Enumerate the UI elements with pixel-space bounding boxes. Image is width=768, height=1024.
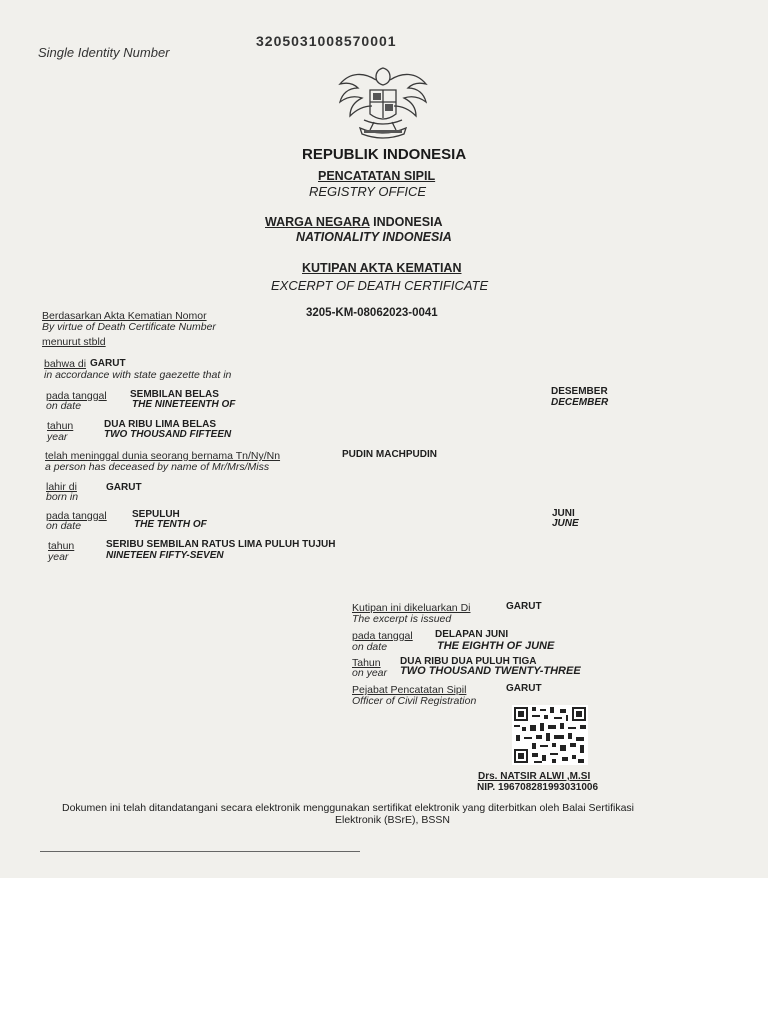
official-nip: NIP. 196708281993031006 bbox=[477, 782, 599, 793]
birth-month-id: JUNI bbox=[552, 508, 575, 519]
birth-place-label-id: lahir di bbox=[46, 481, 77, 493]
birth-day-en: THE TENTH OF bbox=[134, 519, 207, 530]
officer-label-en: Officer of Civil Registration bbox=[352, 695, 477, 707]
birth-place-label-en: born in bbox=[46, 491, 79, 503]
issued-date-label-id: pada tanggal bbox=[352, 630, 413, 642]
issued-year-label-id: Tahun bbox=[352, 657, 381, 669]
qr-code-icon bbox=[512, 705, 588, 765]
place-label-en: in accordance with state gaezette that in bbox=[44, 369, 232, 381]
birth-month-en: JUNE bbox=[552, 518, 579, 529]
death-year-label-en: year bbox=[47, 431, 68, 443]
basis-label-id: Berdasarkan Akta Kematian Nomor bbox=[42, 310, 207, 322]
esign-statement-line2: Elektronik (BSrE), BSSN bbox=[335, 814, 450, 826]
issued-label-en: The excerpt is issued bbox=[352, 613, 452, 625]
officer-place: GARUT bbox=[506, 683, 542, 694]
birth-year-label-en: year bbox=[48, 551, 69, 563]
issued-date-label-en: on date bbox=[352, 641, 388, 653]
officer-label-id: Pejabat Pencatatan Sipil bbox=[352, 684, 467, 696]
place-label-id: bahwa di bbox=[44, 358, 87, 370]
deceased-name: PUDIN MACHPUDIN bbox=[342, 449, 437, 460]
footer-divider bbox=[40, 851, 360, 852]
issued-date-id: DELAPAN JUNI bbox=[435, 629, 509, 640]
birth-year-label-id: tahun bbox=[48, 540, 75, 552]
birth-place-value: GARUT bbox=[106, 482, 142, 493]
deceased-label-id: telah meninggal dunia seorang bernama Tn/Ny/Nn bbox=[45, 450, 281, 462]
issued-place: GARUT bbox=[506, 601, 542, 612]
death-day-id: SEMBILAN BELAS bbox=[130, 389, 219, 400]
basis-label-en: By virtue of Death Certificate Number bbox=[42, 321, 216, 333]
issued-year-id: DUA RIBU DUA PULUH TIGA bbox=[400, 656, 537, 667]
birth-date-label-en: on date bbox=[46, 520, 82, 532]
doc-title-en: EXCERPT OF DEATH CERTIFICATE bbox=[271, 278, 489, 293]
death-date-label-en: on date bbox=[46, 400, 82, 412]
death-month-en: DECEMBER bbox=[551, 397, 609, 408]
doc-title-id: KUTIPAN AKTA KEMATIAN bbox=[302, 261, 462, 275]
garuda-emblem-icon bbox=[334, 62, 432, 144]
place-value: GARUT bbox=[90, 358, 126, 369]
birth-year-en: NINETEEN FIFTY-SEVEN bbox=[106, 550, 224, 561]
nationality-rest: INDONESIA bbox=[373, 215, 443, 229]
death-year-label-id: tahun bbox=[47, 420, 74, 432]
nationality-en: NATIONALITY INDONESIA bbox=[296, 230, 452, 244]
esign-statement-line1: Dokumen ini telah ditandatangani secara elektronik menggunakan sertifikat elektronik yang diterbitkan oleh Balai Sertifikasi bbox=[62, 802, 634, 814]
birth-day-id: SEPULUH bbox=[132, 509, 180, 520]
office-title-en: REGISTRY OFFICE bbox=[309, 184, 427, 199]
birth-year-id: SERIBU SEMBILAN RATUS LIMA PULUH TUJUH bbox=[106, 539, 336, 550]
stbld-label: menurut stbld bbox=[42, 336, 106, 348]
deceased-label-en: a person has deceased by name of Mr/Mrs/Miss bbox=[45, 461, 270, 473]
issued-year-label-en: on year bbox=[352, 667, 388, 679]
nationality-underlined: WARGA NEGARA bbox=[265, 215, 370, 229]
nationality-id bbox=[265, 215, 443, 229]
birth-date-label-id: pada tanggal bbox=[46, 510, 107, 522]
death-month-id: DESEMBER bbox=[551, 386, 608, 397]
sin-label: Single Identity Number bbox=[38, 45, 170, 60]
death-year-id: DUA RIBU LIMA BELAS bbox=[104, 419, 217, 430]
death-date-label-id: pada tanggal bbox=[46, 390, 107, 402]
certificate-number: 3205-KM-08062023-0041 bbox=[306, 307, 438, 319]
office-title-id: PENCATATAN SIPIL bbox=[318, 169, 436, 183]
issued-label-id: Kutipan ini dikeluarkan Di bbox=[352, 602, 471, 614]
issued-year-en: TWO THOUSAND TWENTY-THREE bbox=[400, 665, 581, 677]
official-name: Drs. NATSIR ALWI ,M.SI bbox=[478, 771, 591, 782]
death-day-en: THE NINETEENTH OF bbox=[132, 399, 236, 410]
death-year-en: TWO THOUSAND FIFTEEN bbox=[104, 429, 232, 440]
country-title: REPUBLIK INDONESIA bbox=[302, 146, 467, 163]
sin-value: 3205031008570001 bbox=[256, 33, 397, 49]
issued-date-en: THE EIGHTH OF JUNE bbox=[437, 640, 555, 652]
